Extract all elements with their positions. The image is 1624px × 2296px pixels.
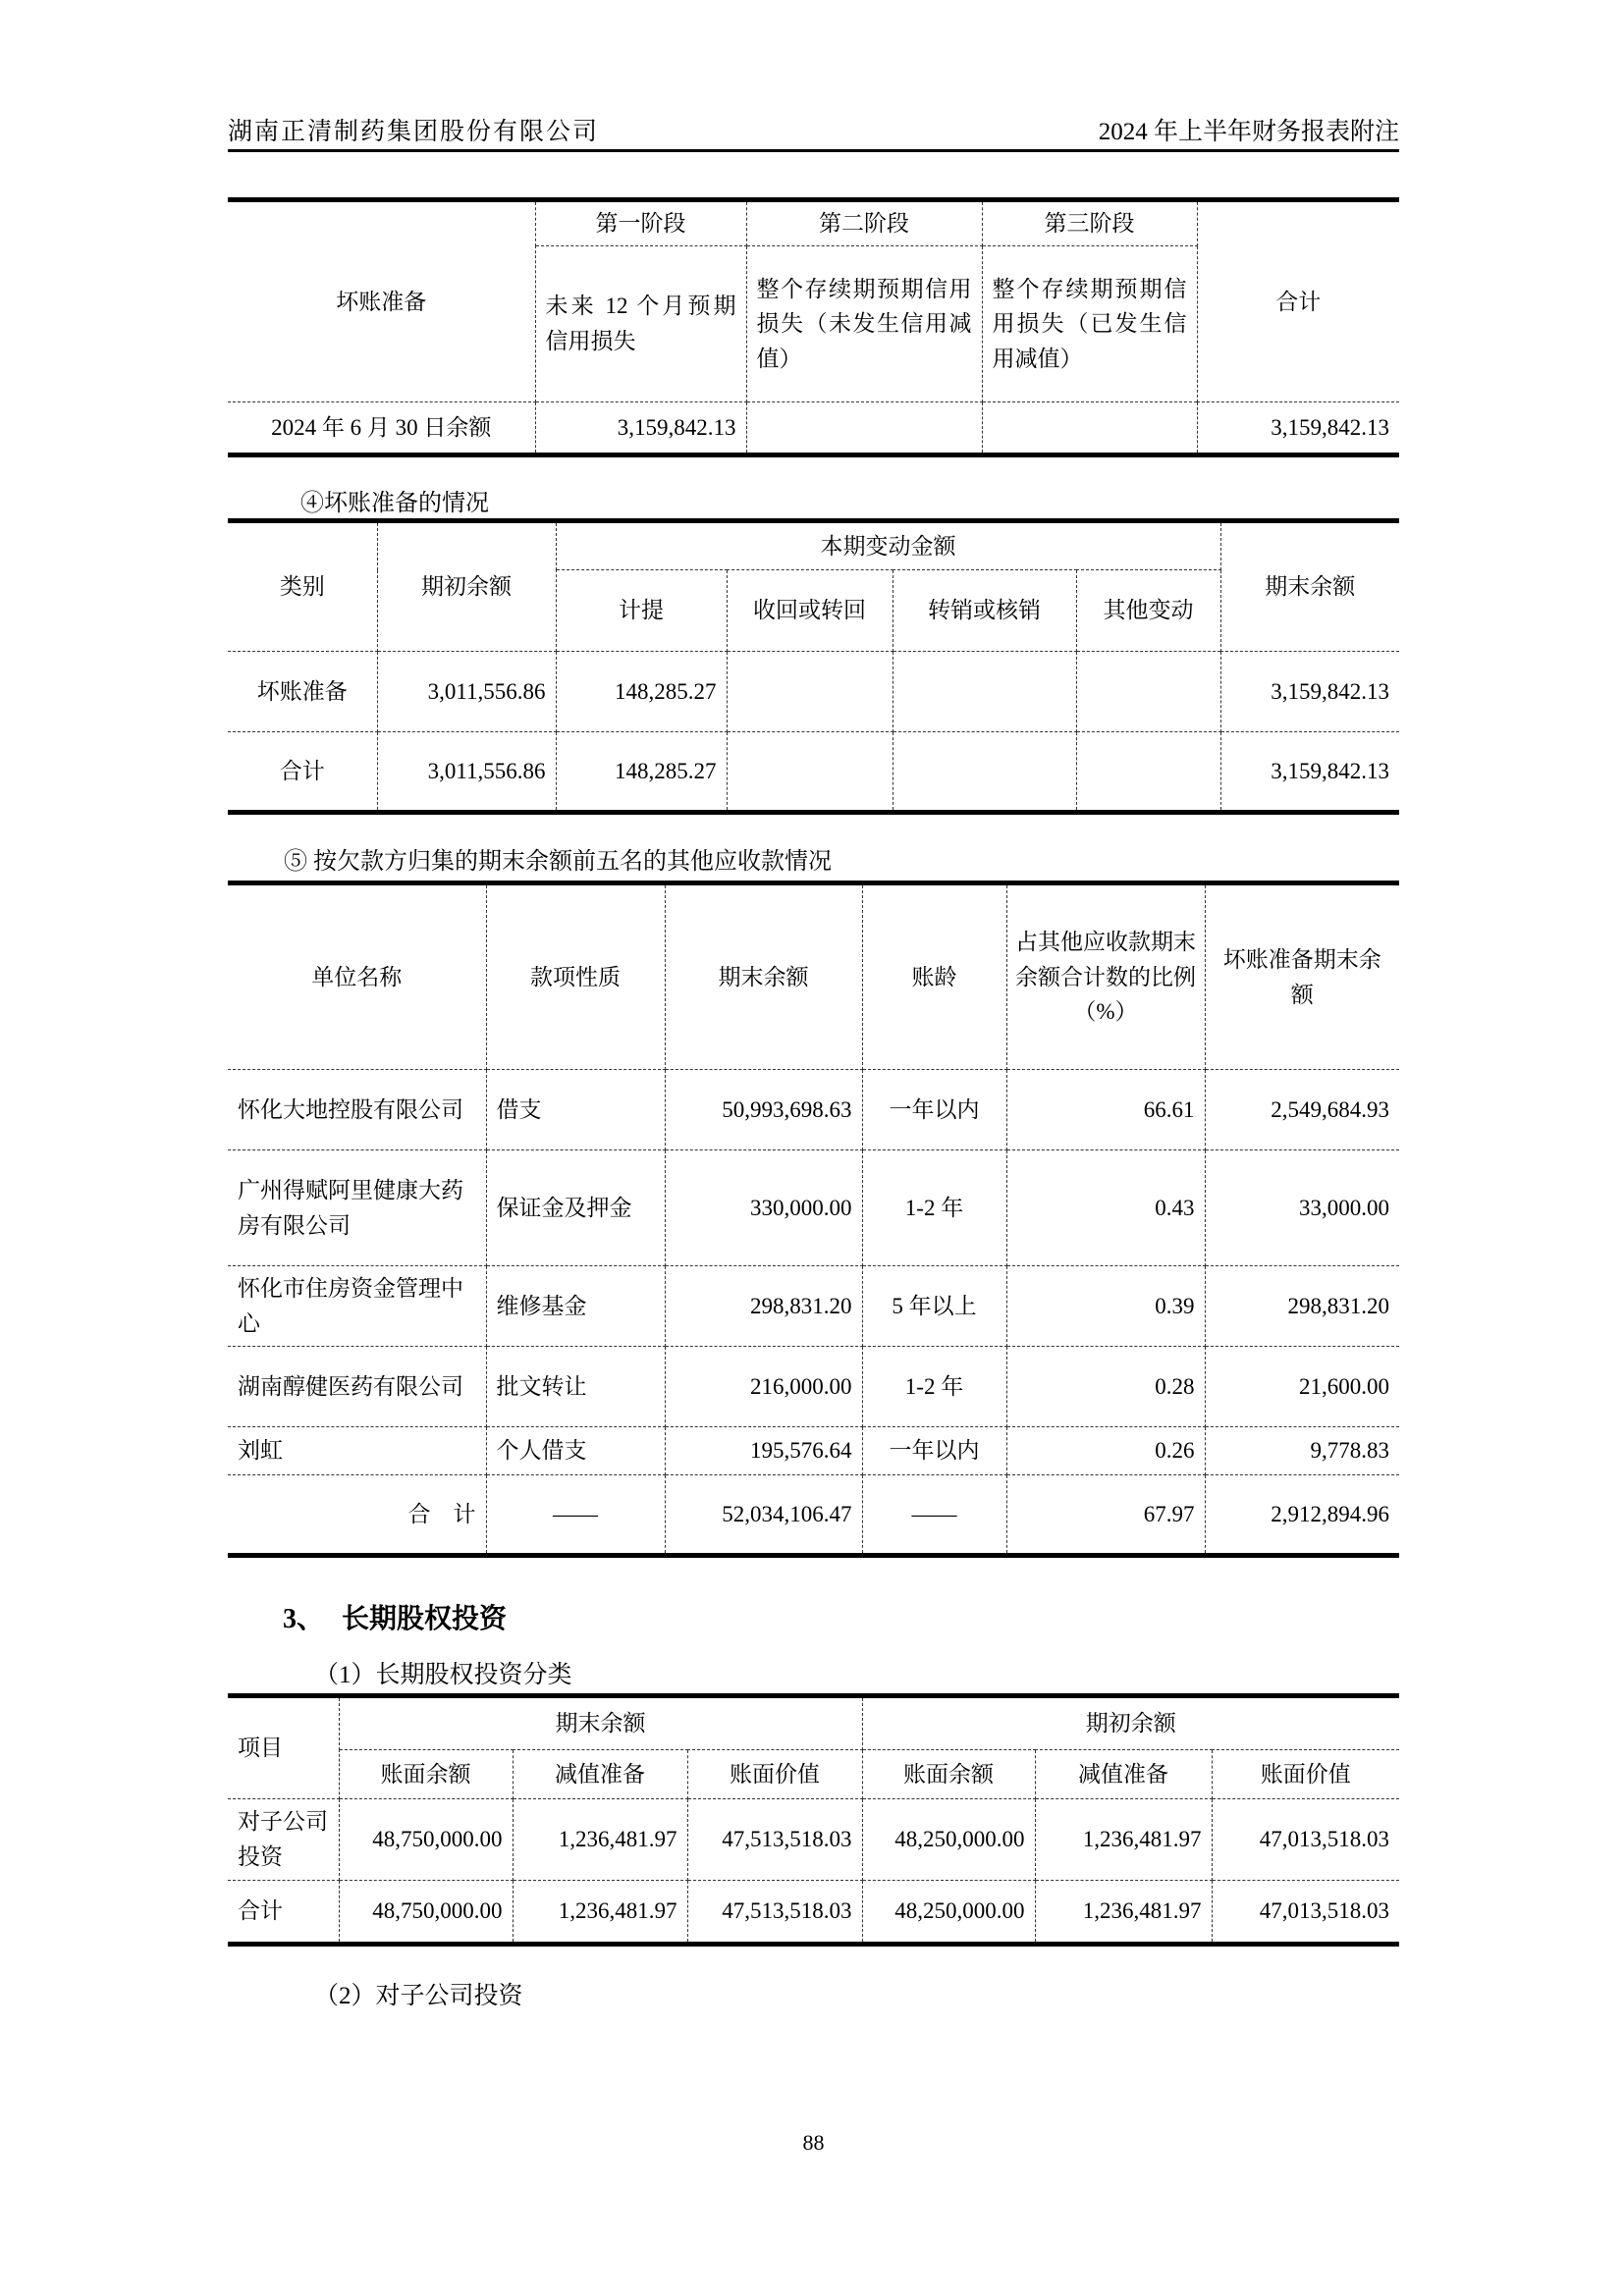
aging: 一年以内 — [862, 1070, 1006, 1150]
nature: 维修基金 — [486, 1266, 665, 1347]
section3-heading — [283, 1597, 507, 1636]
table-row — [228, 402, 1399, 455]
section3-number: 3、 — [283, 1604, 325, 1634]
nature: 借支 — [486, 1070, 665, 1150]
total-nature-dash: —— — [486, 1475, 665, 1556]
total-header: 合计 — [1197, 200, 1399, 402]
closing-group-header: 期末余额 — [339, 1696, 862, 1750]
total-balance: 3,159,842.13 — [1271, 414, 1389, 440]
stage3-description: 整个存续期预期信用损失（已发生信用减值） — [982, 246, 1197, 402]
row-writtenoff — [893, 652, 1076, 732]
stage-table-corner-label: 坏账准备 — [228, 200, 535, 402]
row-closing: 3,159,842.13 — [1220, 652, 1399, 732]
closing-balance: 195,576.64 — [665, 1427, 862, 1475]
table-row — [228, 1347, 1399, 1427]
table-row — [228, 1070, 1399, 1150]
table-row — [228, 521, 1399, 570]
table-row — [228, 1696, 1399, 1750]
bad-debt: 21,600.00 — [1205, 1347, 1399, 1427]
stage1-description: 未来 12 个月预期信用损失 — [535, 246, 746, 402]
row-recovered — [727, 732, 893, 813]
nature: 个人借支 — [486, 1427, 665, 1475]
stage2-description: 整个存续期预期信用损失（未发生信用减值） — [746, 246, 982, 402]
other-change-header: 其他变动 — [1076, 570, 1220, 652]
stage2-balance — [746, 402, 982, 455]
impairment-header: 减值准备 — [513, 1750, 687, 1799]
company-name: 湖南正清制药集团股份有限公司 — [228, 119, 600, 145]
section3-sub1-title: （1）长期股权投资分类 — [314, 1662, 572, 1688]
cell-value: 48,750,000.00 — [339, 1799, 513, 1881]
row-recovered — [727, 652, 893, 732]
section5-title: ⑤ 按欠款方归集的期末余额前五名的其他应收款情况 — [284, 849, 832, 875]
unit-name: 怀化大地控股有限公司 — [228, 1070, 486, 1150]
cell-value: 47,513,518.03 — [687, 1881, 862, 1945]
cell-value: 1,236,481.97 — [513, 1881, 687, 1945]
stage3-header: 第三阶段 — [982, 200, 1197, 246]
closing-balance: 216,000.00 — [665, 1347, 862, 1427]
balance-date-label: 2024 年 6 月 30 日余额 — [228, 402, 535, 455]
cell-value: 1,236,481.97 — [513, 1799, 687, 1881]
cell-value: 47,513,518.03 — [687, 1799, 862, 1881]
table-row — [228, 1427, 1399, 1475]
item-label: 合计 — [228, 1881, 339, 1945]
bad-debt-stage-table — [228, 197, 1399, 457]
stage3-balance — [982, 402, 1197, 455]
current-change-header: 本期变动金额 — [556, 521, 1220, 570]
section3-sub2-title: （2）对子公司投资 — [314, 1983, 523, 2009]
table-row — [228, 1799, 1399, 1881]
aging-header: 账龄 — [862, 883, 1006, 1070]
row-opening: 3,011,556.86 — [377, 732, 556, 813]
unit-name-header: 单位名称 — [228, 883, 486, 1070]
nature: 批文转让 — [486, 1347, 665, 1427]
ratio-header: 占其他应收款期末余额合计数的比例（%） — [1006, 883, 1205, 1070]
table-row — [228, 1750, 1399, 1799]
cell-value: 47,013,518.03 — [1212, 1799, 1399, 1881]
book-balance-header: 账面余额 — [862, 1750, 1035, 1799]
ratio: 0.39 — [1006, 1266, 1205, 1347]
table-row — [228, 1266, 1399, 1347]
closing-balance-header: 期末余额 — [665, 883, 862, 1070]
row-opening: 3,011,556.86 — [377, 652, 556, 732]
top-five-receivables-table — [228, 881, 1399, 1558]
aging: 1-2 年 — [862, 1150, 1006, 1266]
row-writtenoff — [893, 732, 1076, 813]
nature: 保证金及押金 — [486, 1150, 665, 1266]
unit-name: 广州得赋阿里健康大药房有限公司 — [228, 1150, 486, 1266]
cell-value: 48,750,000.00 — [339, 1881, 513, 1945]
bad-debt-header: 坏账准备期末余额 — [1205, 883, 1399, 1070]
bad-debt: 298,831.20 — [1205, 1266, 1399, 1347]
page-content — [228, 0, 1399, 2296]
bad-debt-movement-table — [228, 518, 1399, 815]
unit-name: 怀化市住房资金管理中心 — [228, 1266, 486, 1347]
total-closing: 52,034,106.47 — [665, 1475, 862, 1556]
ratio: 0.26 — [1006, 1427, 1205, 1475]
bad-debt: 33,000.00 — [1205, 1150, 1399, 1266]
cell-value: 1,236,481.97 — [1035, 1799, 1212, 1881]
row-provision: 148,285.27 — [556, 652, 727, 732]
stage1-header: 第一阶段 — [535, 200, 746, 246]
nature-header: 款项性质 — [486, 883, 665, 1070]
book-value-header: 账面价值 — [687, 1750, 862, 1799]
item-header: 项目 — [228, 1696, 339, 1799]
unit-name: 刘虹 — [228, 1427, 486, 1475]
page-header — [228, 112, 1399, 147]
bad-debt: 2,549,684.93 — [1205, 1070, 1399, 1150]
cell-value: 1,236,481.97 — [1035, 1881, 1212, 1945]
opening-group-header: 期初余额 — [862, 1696, 1399, 1750]
table-row — [228, 883, 1399, 1070]
section3-heading-text: 长期股权投资 — [342, 1604, 508, 1634]
stage1-balance: 3,159,842.13 — [535, 402, 746, 455]
table-total-row — [228, 1475, 1399, 1556]
total-bad-debt: 2,912,894.96 — [1271, 1501, 1389, 1526]
total-aging-dash: —— — [862, 1475, 1006, 1556]
book-balance-header: 账面余额 — [339, 1750, 513, 1799]
opening-balance-header: 期初余额 — [377, 521, 556, 652]
closing-balance-header: 期末余额 — [1220, 521, 1399, 652]
item-label: 对子公司投资 — [228, 1799, 339, 1881]
row-category: 坏账准备 — [228, 652, 377, 732]
table-row — [228, 1150, 1399, 1266]
provision-header: 计提 — [556, 570, 727, 652]
table-total-row — [228, 1881, 1399, 1945]
section4-title: ④坏账准备的情况 — [300, 491, 489, 516]
aging: 1-2 年 — [862, 1347, 1006, 1427]
report-title: 2024 年上半年财务报表附注 — [1098, 119, 1399, 145]
aging: 一年以内 — [862, 1427, 1006, 1475]
cell-value: 48,250,000.00 — [862, 1799, 1035, 1881]
closing-balance: 330,000.00 — [665, 1150, 862, 1266]
closing-balance: 298,831.20 — [665, 1266, 862, 1347]
category-header: 类别 — [228, 521, 377, 652]
stage2-header: 第二阶段 — [746, 200, 982, 246]
bad-debt: 9,778.83 — [1205, 1427, 1399, 1475]
total-label: 合 计 — [228, 1475, 486, 1556]
closing-balance: 50,993,698.63 — [665, 1070, 862, 1150]
unit-name: 湖南醇健医药有限公司 — [228, 1347, 486, 1427]
row-provision: 148,285.27 — [556, 732, 727, 813]
long-term-equity-table — [228, 1693, 1399, 1947]
cell-value: 48,250,000.00 — [862, 1881, 1035, 1945]
total-ratio: 67.97 — [1006, 1475, 1205, 1556]
ratio: 66.61 — [1006, 1070, 1205, 1150]
aging: 5 年以上 — [862, 1266, 1006, 1347]
row-closing: 3,159,842.13 — [1271, 758, 1389, 783]
page-number: 88 — [802, 2130, 825, 2155]
recovered-header: 收回或转回 — [727, 570, 893, 652]
row-category: 合计 — [228, 732, 377, 813]
row-other — [1076, 652, 1220, 732]
writtenoff-header: 转销或核销 — [893, 570, 1076, 652]
header-divider — [228, 149, 1399, 152]
ratio: 0.43 — [1006, 1150, 1205, 1266]
ratio: 0.28 — [1006, 1347, 1205, 1427]
impairment-header: 减值准备 — [1035, 1750, 1212, 1799]
table-row — [228, 200, 1399, 246]
table-row — [228, 652, 1399, 732]
cell-value: 47,013,518.03 — [1259, 1898, 1390, 1924]
book-value-header: 账面价值 — [1212, 1750, 1399, 1799]
row-other — [1076, 732, 1220, 813]
table-row — [228, 732, 1399, 813]
